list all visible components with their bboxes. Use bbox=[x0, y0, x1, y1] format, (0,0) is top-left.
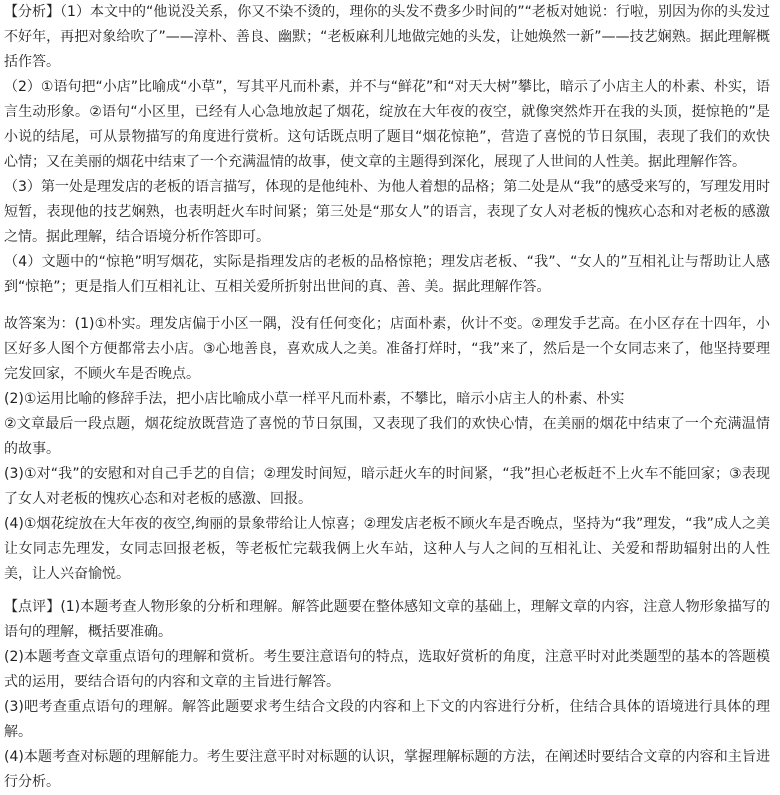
answer-section bbox=[4, 312, 770, 587]
analysis-section bbox=[4, 0, 770, 300]
answer-paragraph-1: 故答案为：(1)①朴实。理发店偏于小区一隅，没有任何变化；店面朴素，伙计不变。②理发手艺高。在小区存在十四年，小区好多人图个方便都常去小店。③心地善良，喜欢成人之美。准备打烊时，“我”来了，然后是一个女同志来了，他坚持要理完发回家，不顾火车是否晚点。 bbox=[4, 316, 770, 382]
answer-paragraph-2b: ②文章最后一段点题，烟花绽放既营造了喜悦的节日氛围，又表现了我们的欢快心情，在美丽的烟花中结束了一个充满温情的故事。 bbox=[4, 416, 770, 457]
answer-paragraph-4: (4)①烟花绽放在大年夜的夜空,绚丽的景象带给让人惊喜；②理发店老板不顾火车是否晚点，坚持为“我”理发，“我”成人之美让女同志先理发，女同志回报老板，等老板忙完载我俩上火车站，这种人与人之间的互相礼让、关爱和帮助辐射出的人性美，让人兴奋愉悦。 bbox=[4, 516, 770, 582]
analysis-paragraph-1: 【分析】（1）本文中的“他说没关系，你又不染不烫的，理你的头发不费多少时间的”“老板对她说：行啦，别因为你的头发过不好年，再把对象给吹了”——淳朴、善良、幽默；“老板麻利儿地做完她的头发，让她焕然一新”——技艺娴熟。据此理解概括作答。 bbox=[4, 4, 770, 70]
analysis-paragraph-2: （2）①语句把“小店”比喻成“小草”，写其平凡而朴素，并不与“鲜花”和“对天大树”攀比，暗示了小店主人的朴素、朴实，语言生动形象。②语句“小区里，已经有人心急地放起了烟花，绽放在大年夜的夜空，就像突然炸开在我的头顶，挺惊艳的”是小说的结尾，可从景物描写的角度进行赏析。这句话既点明了题目“烟花惊艳”，营造了喜悦的节日氛围，表现了我们的欢快心情；又在美丽的烟花中结束了一个充满温情的故事，使文章的主题得到深化，展现了人世间的人性美。据此理解作答。 bbox=[4, 79, 770, 170]
section-spacer bbox=[4, 300, 770, 312]
analysis-paragraph-3: （3）第一处是理发店的老板的语言描写，体现的是他纯朴、为他人着想的品格；第二处是从“我”的感受来写的，写理发用时短暂，表现他的技艺娴熟，也表明赶火车时间紧；第三处是“那女人”的语言，表现了女人对老板的愧疚心态和对老板的感激之情。据此理解，结合语境分析作答即可。 bbox=[4, 179, 770, 245]
comment-section bbox=[4, 595, 770, 795]
comment-paragraph-4: (4)本题考查对标题的理解能力。考生要注意平时对标题的认识，掌握理解标题的方法，在阐述时要结合文章的内容和主旨进行分析。 bbox=[4, 749, 770, 790]
comment-paragraph-3: (3)吧考查重点语句的理解。解答此题要求考生结合文段的内容和上下文的内容进行分析，住结合具体的语境进行具体的理解。 bbox=[4, 699, 770, 740]
answer-paragraph-3: (3)①对“我”的安慰和对自己手艺的自信；②理发时间短，暗示赶火车的时间紧，“我”担心老板赶不上火车不能回家；③表现了女人对老板的愧疚心态和对老板的感激、回报。 bbox=[4, 466, 770, 507]
analysis-paragraph-4: （4）文题中的“惊艳”明写烟花，实际是指理发店的老板的品格惊艳；理发店老板、“我”、“女人的”互相礼让与帮助让人感到“惊艳”；更是指人们互相礼让、互相关爱所折射出世间的真、善、美。据此理解作答。 bbox=[4, 254, 770, 295]
comment-paragraph-1: 【点评】(1)本题考查人物形象的分析和理解。解答此题要在整体感知文章的基础上，理解文章的内容，注意人物形象描写的语句的理解，概括要准确。 bbox=[4, 599, 770, 640]
answer-paragraph-2a: (2)①运用比喻的修辞手法，把小店比喻成小草一样平凡而朴素，不攀比，暗示小店主人的朴素、朴实 bbox=[4, 391, 625, 407]
section-spacer bbox=[4, 587, 770, 595]
comment-paragraph-2: (2)本题考查文章重点语句的理解和赏析。考生要注意语句的特点，选取好赏析的角度，注意平时对此类题型的基本的答题模式的运用，要结合语句的内容和文章的主旨进行解答。 bbox=[4, 649, 770, 690]
